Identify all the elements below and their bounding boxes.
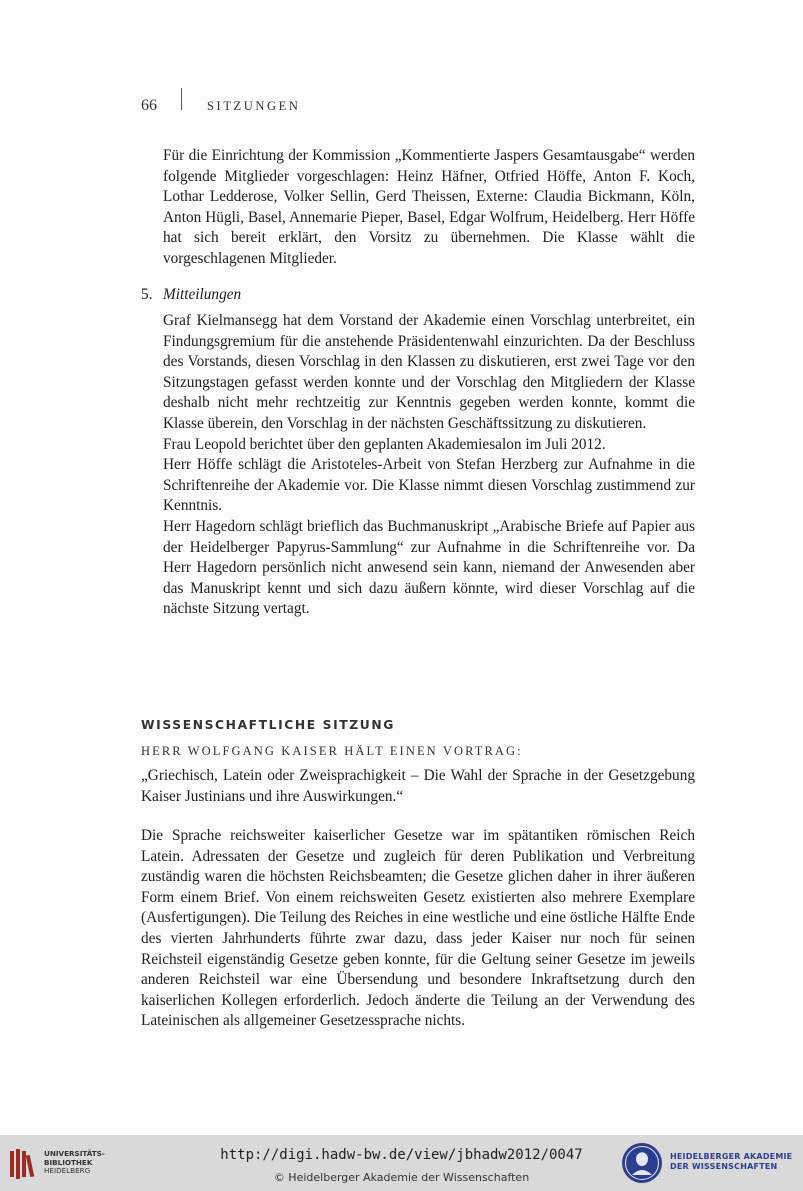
lecture-intro: HERR WOLFGANG KAISER HÄLT EINEN VORTRAG: [141,744,523,758]
hadw-logo-line: HEIDELBERGER AKADEMIE [670,1152,793,1161]
item-title: Mitteilungen [163,286,242,303]
lecture-title: „Griechisch, Latein oder Zweisprachigkeit – Die Wahl der Sprache in der Gesetzgebung Kaiser Justinians und ihre Auswirkungen.“ [141,767,695,805]
ub-logo-line: HEIDELBERG [44,1166,91,1176]
running-head: SITZUNGEN [207,99,301,113]
announcement-paragraph: Herr Höffe schlägt die Aristoteles-Arbeit von Stefan Herzberg zur Aufnahme in die Schriftenreihe der Akademie vor. Die Klasse nimmt diesen Vorschlag zustimmend zur Kenntnis. [163,456,695,515]
hadw-logo-text [670,1152,792,1172]
hadw-logo[interactable] [620,1141,800,1185]
commission-text: Für die Einrichtung der Kommission „Kommentierte Jaspers Gesamtausgabe“ werden folgende Mitglieder vorgeschlagen: Heinz Häfner, Otfried Höffe, Anton F. Koch, Lothar Ledderose, Volker Sellin, Gerd Theissen, Externe: Claudia Bickmann, Köln, Anton Hügli, Basel, Annemarie Pieper, Basel, Edgar Wolfrum, Heidelberg. Herr Höffe hat sich bereit erklärt, den Vorsitz zu übernehmen. Die Klasse wählt die vorgeschlagenen Mitglieder. [163,147,695,267]
header-divider [181,88,182,110]
hadw-logo-line: DER WISSENSCHAFTEN [670,1162,778,1171]
hadw-seal-icon [620,1141,664,1185]
footer-bar [0,1135,803,1191]
footer-url[interactable]: http://digi.hadw-bw.de/view/jbhadw2012/0047 [220,1147,583,1163]
lecture-body: Die Sprache reichsweiter kaiserlicher Gesetze war im spätantiken römischen Reich Latein. Adressaten der Gesetze und zugleich für deren Publikation und Verbreitung zuständig waren die höchsten Reichsbeamten; die Gesetze glichen daher in ihrer äußeren Form einem Brief. Von einem reichsweiten Gesetz existierten also mehrere Exemplare (Ausfertigungen). Die Teilung des Reiches in eine westliche und eine östliche Hälfte Ende des vierten Jahrhunderts führte zwar dazu, dass jeder Kaiser nur noch für seinen Reichsteil eigenständig Gesetze geben konnte, für die Geltung seiner Gesetze im jeweils anderen Reichsteil war eine Übersendung und besondere Inkraftsetzung durch den kaiserlichen Kollegen erforderlich. Jedoch änderte die Teilung an der Verwendung des Lateinischen als allgemeiner Gesetzessprache nichts. [141,827,695,1030]
announcements [163,311,695,620]
item-number: 5. [141,286,153,303]
page-number: 66 [141,97,157,114]
announcement-paragraph: Frau Leopold berichtet über den geplanten Akademiesalon im Juli 2012. [163,435,606,453]
section-heading: WISSENSCHAFTLICHE SITZUNG [141,718,395,732]
commission-paragraph [163,146,695,270]
announcement-paragraph: Graf Kielmansegg hat dem Vorstand der Akademie einen Vorschlag unterbreitet, ein Findungsgremium für die anstehende Präsidentenwahl einzurichten. Da der Beschluss des Vorstands, diesen Vorschlag in den Klassen zu diskutieren, erst zwei Tage vor den Sitzungstagen gefasst werden konnte und der Vorschlag den Mitgliedern der Klasse deshalb nicht mehr rechtzeitig zur Kenntnis gegeben werden konnte, kommt die Klasse überein, den Vorschlag in der nächsten Geschäftssitzung zu diskutieren. [163,312,695,432]
ub-logo-line: BIBLIOTHEK [44,1157,93,1167]
ub-logo-line: UNIVERSITÄTS- [44,1149,105,1158]
footer-copyright: © Heidelberger Akademie der Wissenschaften [273,1171,530,1184]
announcement-paragraph: Herr Hagedorn schlägt brieflich das Buchmanuskript „Arabische Briefe auf Papier aus der Heidelberger Papyrus-Sammlung“ zur Aufnahme in die Schriftenreihe vor. Da Herr Hagedorn persönlich nicht anwesend sein kann, niemand der Anwesenden aber das Manuskript kennt und sich dazu äußern könnte, wird dieser Vorschlag auf die nächste Sitzung vertagt. [163,517,695,618]
